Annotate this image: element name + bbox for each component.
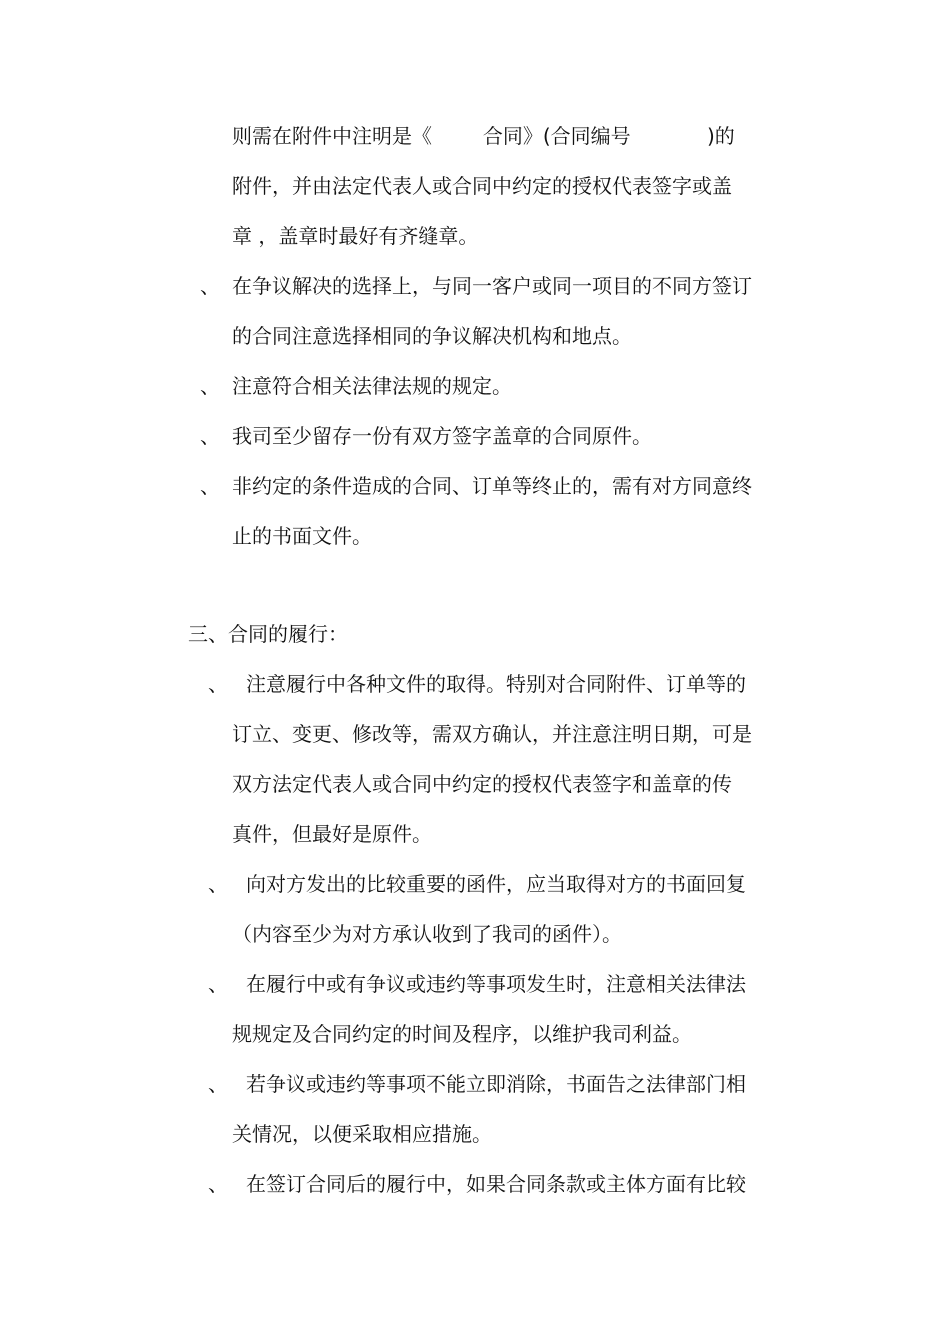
paragraph-line: 则需在附件中注明是《 合同》(合同编号 )的 xyxy=(232,124,735,148)
list-bullet: 、 xyxy=(200,274,220,298)
list-item-line: 关情况，以便采取相应措施。 xyxy=(232,1122,492,1146)
list-item-line: 的合同注意选择相同的争议解决机构和地点。 xyxy=(232,324,632,348)
list-item-line: 注意符合相关法律法规的规定。 xyxy=(232,374,512,398)
list-item-line: 在签订合同后的履行中，如果合同条款或主体方面有比较 xyxy=(246,1172,746,1196)
list-item-line: 止的书面文件。 xyxy=(232,524,372,548)
list-item-line: 注意履行中各种文件的取得。特别对合同附件、订单等的 xyxy=(246,672,746,696)
list-item-line: 我司至少留存一份有双方签字盖章的合同原件。 xyxy=(232,424,652,448)
list-bullet: 、 xyxy=(200,424,220,448)
list-item-line: 双方法定代表人或合同中约定的授权代表签字和盖章的传 xyxy=(232,772,732,796)
list-bullet: 、 xyxy=(200,474,220,498)
list-bullet: 、 xyxy=(208,972,228,996)
section-heading: 三、合同的履行： xyxy=(188,622,348,646)
list-bullet: 、 xyxy=(208,1172,228,1196)
list-item-line: 在履行中或有争议或违约等事项发生时，注意相关法律法 xyxy=(246,972,746,996)
list-item-line: 向对方发出的比较重要的函件，应当取得对方的书面回复 xyxy=(246,872,746,896)
list-item-line: 真件，但最好是原件。 xyxy=(232,822,432,846)
list-item-line: （内容至少为对方承认收到了我司的函件）。 xyxy=(232,922,622,946)
list-bullet: 、 xyxy=(208,672,228,696)
paragraph-line: 附件，并由法定代表人或合同中约定的授权代表签字或盖 xyxy=(232,174,732,198)
list-item-line: 规规定及合同约定的时间及程序，以维护我司利益。 xyxy=(232,1022,692,1046)
list-item-line: 若争议或违约等事项不能立即消除，书面告之法律部门相 xyxy=(246,1072,746,1096)
list-item-line: 在争议解决的选择上，与同一客户或同一项目的不同方签订 xyxy=(232,274,752,298)
list-item-line: 订立、变更、修改等，需双方确认，并注意注明日期，可是 xyxy=(232,722,752,746)
list-item-line: 非约定的条件造成的合同、订单等终止的，需有对方同意终 xyxy=(232,474,752,498)
list-bullet: 、 xyxy=(208,1072,228,1096)
paragraph-line: 章 ，盖章时最好有齐缝章。 xyxy=(232,224,479,248)
list-bullet: 、 xyxy=(200,374,220,398)
list-bullet: 、 xyxy=(208,872,228,896)
